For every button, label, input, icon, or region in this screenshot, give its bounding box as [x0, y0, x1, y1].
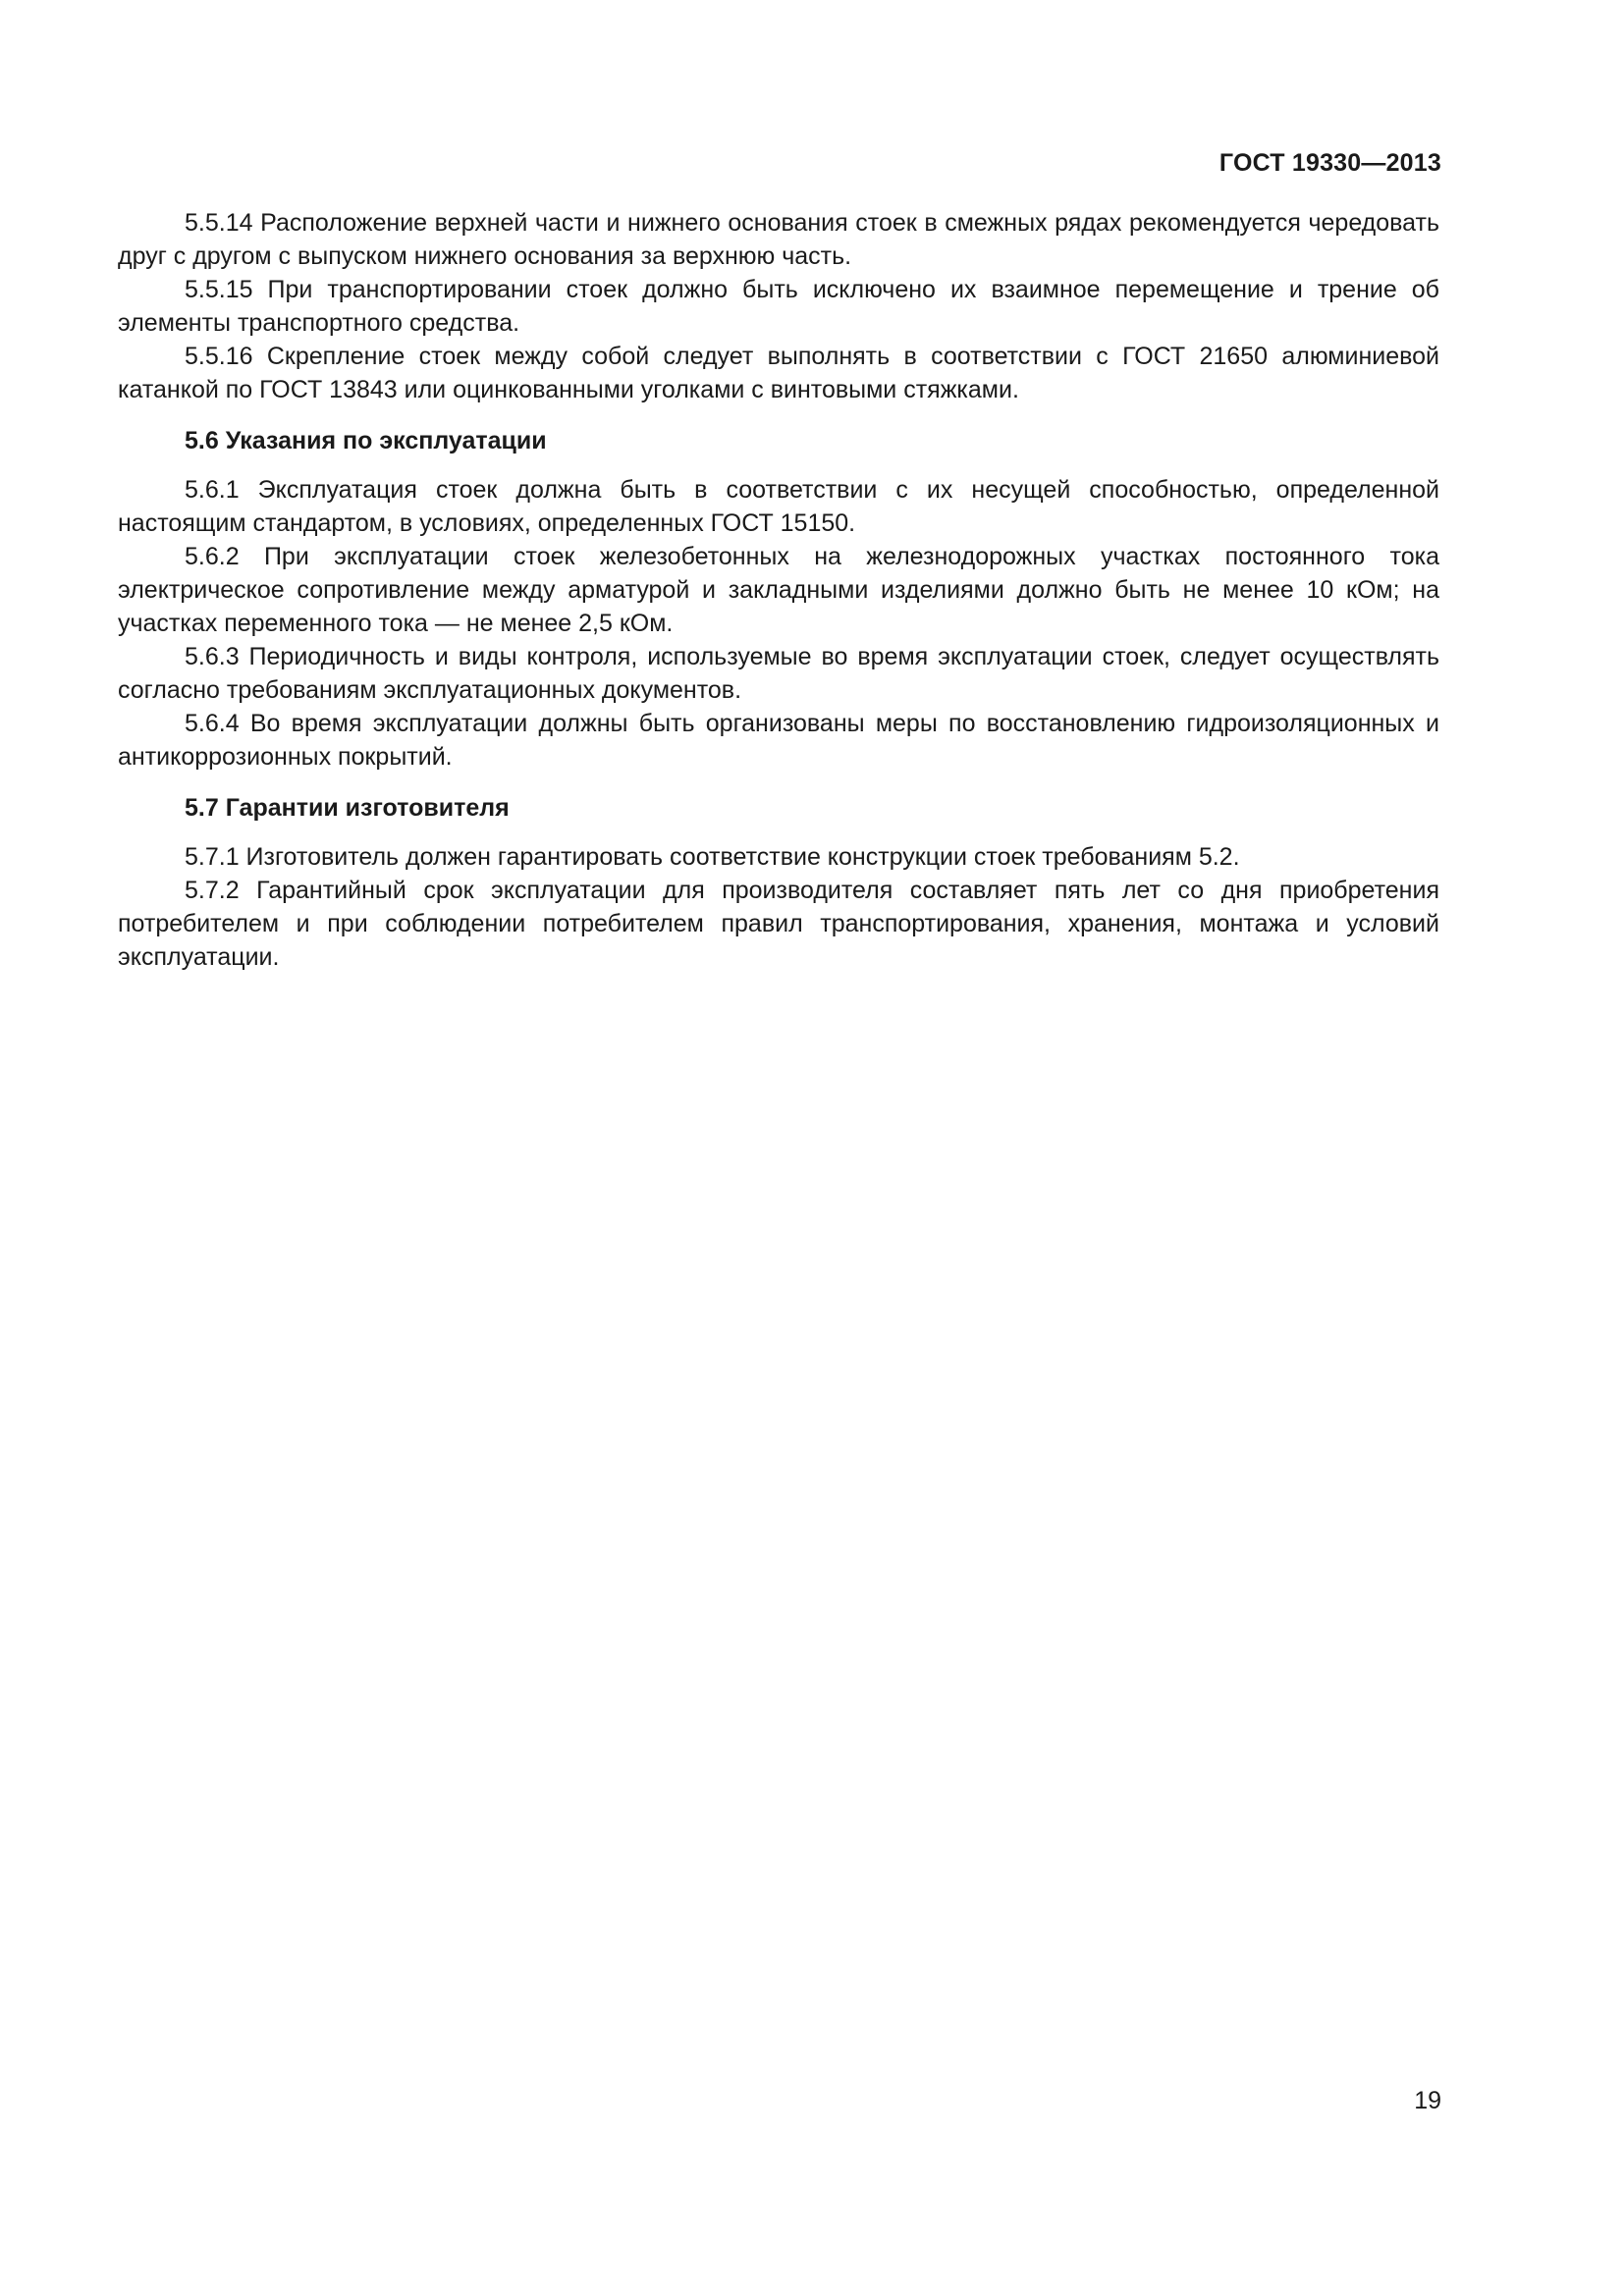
paragraph-5-6-2: 5.6.2 При эксплуатации стоек железобетонных на железнодорожных участках постоянного тока электрическое сопротивление между арматурой и закладными изделиями должно быть не менее 10 кОм; на участках переменного тока — не менее 2,5 кОм. [118, 543, 1439, 637]
paragraph-5-5-16: 5.5.16 Скрепление стоек между собой следует выполнять в соответствии с ГОСТ 21650 алюминиевой катанкой по ГОСТ 13843 или оцинкованными уголками с винтовыми стяжками. [118, 343, 1439, 403]
paragraph-5-6-1: 5.6.1 Эксплуатация стоек должна быть в соответствии с их несущей способностью, определенной настоящим стандартом, в условиях, определенных ГОСТ 15150. [118, 476, 1439, 537]
paragraph-5-7-2: 5.7.2 Гарантийный срок эксплуатации для производителя составляет пять лет со дня приобретения потребителем и при соблюдении потребителем правил транспортирования, хранения, монтажа и условий эксплуатации. [118, 877, 1439, 971]
paragraph-5-5-14: 5.5.14 Расположение верхней части и нижнего основания стоек в смежных рядах рекомендуется чередовать друг с другом с выпуском нижнего основания за верхнюю часть. [118, 209, 1439, 270]
section-heading-5-7: 5.7 Гарантии изготовителя [185, 794, 510, 822]
paragraph-5-6-4: 5.6.4 Во время эксплуатации должны быть организованы меры по восстановлению гидроизоляционных и антикоррозионных покрытий. [118, 710, 1439, 771]
paragraph-5-7-1: 5.7.1 Изготовитель должен гарантировать соответствие конструкции стоек требованиям 5.2. [185, 843, 1240, 871]
section-heading-5-6: 5.6 Указания по эксплуатации [185, 427, 547, 454]
paragraph-5-6-3: 5.6.3 Периодичность и виды контроля, используемые во время эксплуатации стоек, следует осуществлять согласно требованиям эксплуатационных документов. [118, 643, 1439, 704]
document-body [118, 206, 1439, 974]
page-number: 19 [1414, 2087, 1441, 2114]
document-code-header: ГОСТ 19330—2013 [1218, 149, 1441, 177]
paragraph-5-5-15: 5.5.15 При транспортировании стоек должно быть исключено их взаимное перемещение и трение об элементы транспортного средства. [118, 276, 1439, 337]
